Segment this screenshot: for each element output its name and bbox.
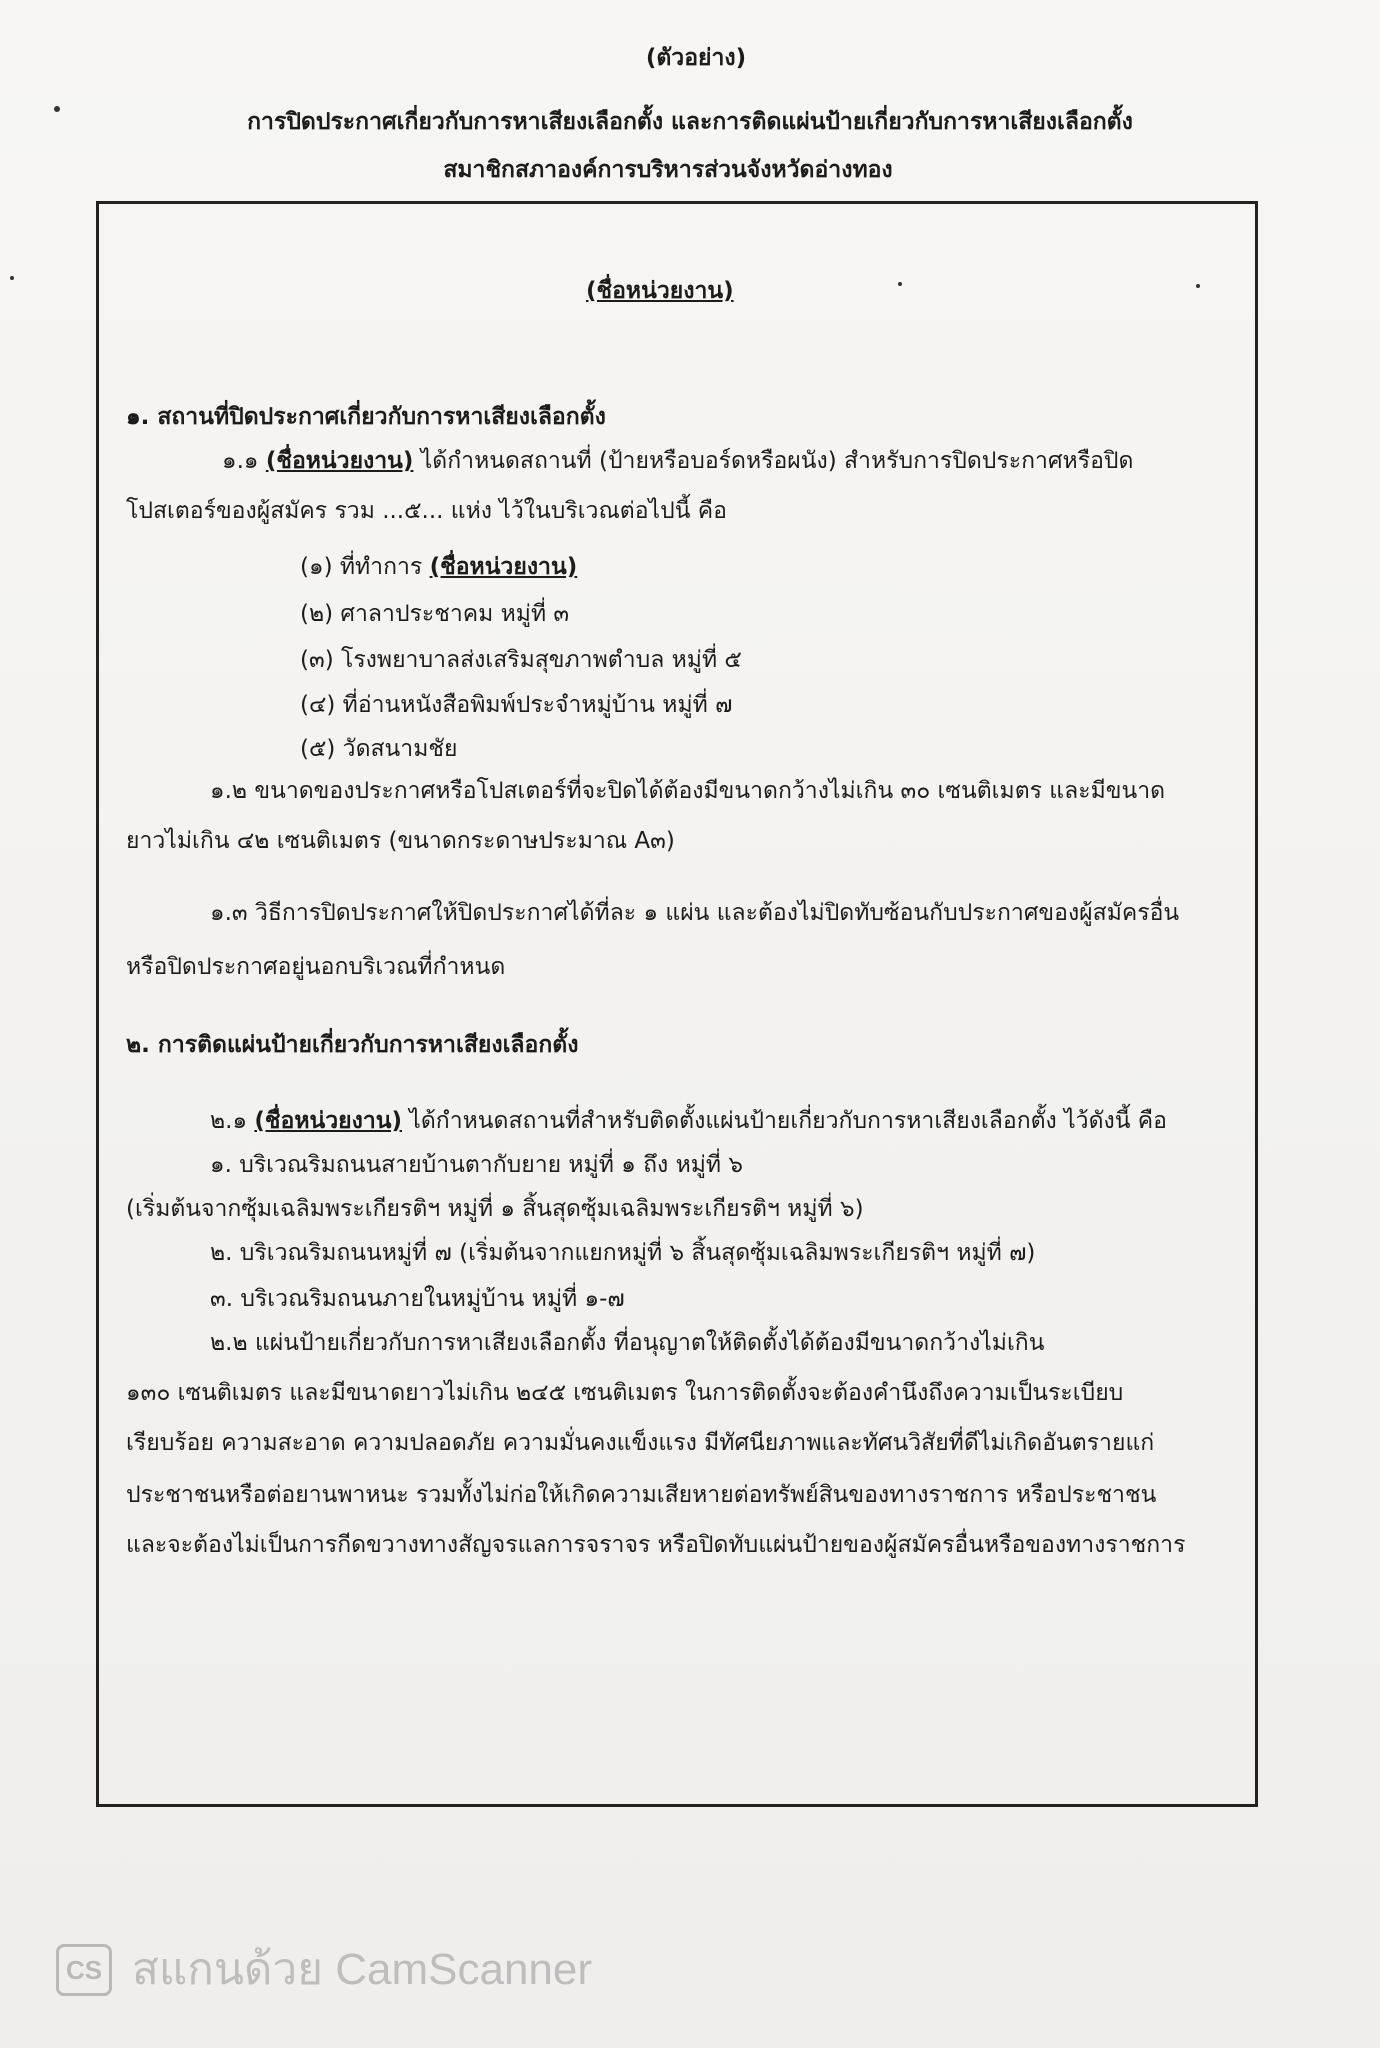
place-item: (๔) ที่อ่านหนังสือพิมพ์ประจำหมู่บ้าน หมู่ที่ ๗ [300, 692, 733, 718]
content-frame [96, 201, 1258, 1807]
paragraph-2-2-line: และจะต้องไม่เป็นการกีดขวางทางสัญจรแลการจราจร หรือปิดทับแผ่นป้ายของผู้สมัครอื่นหรือของทางราชการ [126, 1532, 1186, 1558]
place-item [300, 552, 577, 582]
paragraph-1-2-line2: ยาวไม่เกิน ๔๒ เซนติเมตร (ขนาดกระดาษประมาณ A๓) [126, 828, 675, 854]
document-title-line1: การปิดประกาศเกี่ยวกับการหาเสียงเลือกตั้ง และการติดแผ่นป้ายเกี่ยวกับการหาเสียงเลือกตั้ง [247, 109, 1133, 135]
paragraph-1-2-line1: ๑.๒ ขนาดของประกาศหรือโปสเตอร์ที่จะปิดได้ต้องมีขนาดกว้างไม่เกิน ๓๐ เซนติเมตร และมีขนาด [210, 778, 1166, 804]
section2-heading: ๒. การติดแผ่นป้ายเกี่ยวกับการหาเสียงเลือกตั้ง [126, 1032, 579, 1058]
paragraph-text: ได้กำหนดสถานที่สำหรับติดตั้งแผ่นป้ายเกี่ยวกับการหาเสียงเลือกตั้ง ไว้ดังนี้ คือ [409, 1108, 1167, 1134]
paragraph-number: ๑.๑ [222, 448, 259, 474]
paragraph-2-2-line: ๒.๒ แผ่นป้ายเกี่ยวกับการหาเสียงเลือกตั้ง ที่อนุญาตให้ติดตั้งได้ต้องมีขนาดกว้างไม่เกิน [210, 1330, 1045, 1356]
agency-heading: (ชื่อหน่วยงาน) [586, 278, 734, 304]
paragraph-2-2-line: เรียบร้อย ความสะอาด ความปลอดภัย ความมั่นคงแข็งแรง มีทัศนียภาพและทัศนวิสัยที่ดีไม่เกิดอันตรายแก่ [126, 1430, 1155, 1456]
place-item: (๓) โรงพยาบาลส่งเสริมสุขภาพตำบล หมู่ที่ ๕ [300, 647, 742, 673]
document-title-line2: สมาชิกสภาองค์การบริหารส่วนจังหวัดอ่างทอง [443, 157, 893, 183]
location-note: (เริ่มต้นจากซุ้มเฉลิมพระเกียรติฯ หมู่ที่ ๑ สิ้นสุดซุ้มเฉลิมพระเกียรติฯ หมู่ที่ ๖) [126, 1196, 864, 1222]
camscanner-logo-icon: CS [56, 1944, 112, 1996]
paragraph-1-3-line2: หรือปิดประกาศอยู่นอกบริเวณที่กำหนด [126, 954, 506, 980]
paragraph-2-1 [210, 1106, 1167, 1136]
paragraph-2-2-line: ๑๓๐ เซนติเมตร และมีขนาดยาวไม่เกิน ๒๔๕ เซนติเมตร ในการติดตั้งจะต้องคำนึงถึงความเป็นระเบียบ [126, 1380, 1124, 1406]
camscanner-watermark: สแกนด้วย CamScanner [132, 1945, 593, 1994]
section1-heading: ๑. สถานที่ปิดประกาศเกี่ยวกับการหาเสียงเลือกตั้ง [126, 404, 606, 430]
location-item: ๑. บริเวณริมถนนสายบ้านตากับยาย หมู่ที่ ๑ ถึง หมู่ที่ ๖ [210, 1152, 743, 1178]
agency-placeholder: (ชื่อหน่วยงาน) [429, 554, 578, 580]
location-item: ๓. บริเวณริมถนนภายในหมู่บ้าน หมู่ที่ ๑-๗ [210, 1286, 625, 1312]
agency-placeholder: (ชื่อหน่วยงาน) [254, 1108, 402, 1134]
paragraph-2-2-line: ประชาชนหรือต่อยานพาหนะ รวมทั้งไม่ก่อให้เกิดความเสียหายต่อทรัพย์สินของทางราชการ หรือประชาชน [126, 1482, 1157, 1508]
paragraph-number: ๒.๑ [210, 1108, 248, 1134]
scan-speck [10, 276, 14, 280]
location-item: ๒. บริเวณริมถนนหมู่ที่ ๗ (เริ่มต้นจากแยกหมู่ที่ ๖ สิ้นสุดซุ้มเฉลิมพระเกียรติฯ หมู่ที่ ๗) [210, 1240, 1036, 1266]
place-item: (๒) ศาลาประชาคม หมู่ที่ ๓ [300, 601, 570, 627]
place-label: (๑) ที่ทำการ [300, 554, 423, 580]
place-item: (๕) วัดสนามชัย [300, 736, 458, 762]
example-label: (ตัวอย่าง) [645, 45, 747, 71]
agency-placeholder: (ชื่อหน่วยงาน) [265, 448, 414, 474]
paragraph-1-3-line1: ๑.๓ วิธีการปิดประกาศให้ปิดประกาศได้ที่ละ ๑ แผ่น และต้องไม่ปิดทับซ้อนกับประกาศของผู้สมัครอื่น [210, 900, 1180, 926]
paragraph-1-1-line1 [222, 446, 1133, 476]
paragraph-1-1-line2: โปสเตอร์ของผู้สมัคร รวม ...๕... แห่ง ไว้ในบริเวณต่อไปนี้ คือ [126, 498, 727, 524]
paragraph-text: ได้กำหนดสถานที่ (ป้ายหรือบอร์ดหรือผนัง) สำหรับการปิดประกาศหรือปิด [420, 448, 1134, 474]
